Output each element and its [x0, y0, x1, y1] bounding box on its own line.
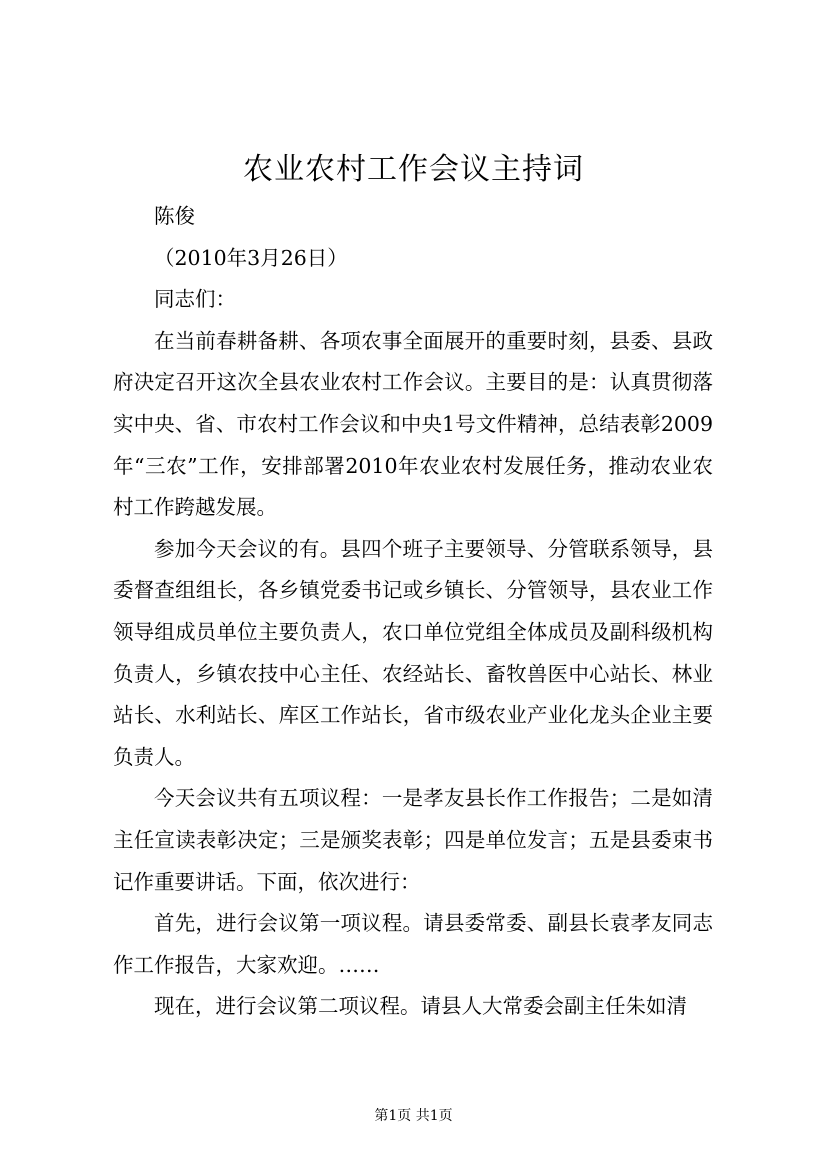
document-title: 农业农村工作会议主持词: [243, 152, 584, 187]
date-line: （2010年3月26日）: [154, 245, 348, 270]
salutation-line: 同志们：: [154, 287, 236, 312]
author-line: 陈俊: [154, 204, 195, 228]
paragraph: 现在，进行会议第二项议程。请县人大常委会副主任朱如清: [154, 994, 687, 1019]
paragraph: 首先，进行会议第一项议程。请县委常委、副县长袁孝友同志作工作报告，大家欢迎。……: [113, 911, 713, 977]
page-number-footer: 第1页 共1页: [374, 1108, 453, 1124]
paragraph: 今天会议共有五项议程：一是孝友县长作工作报告；二是如清主任宣读表彰决定；三是颁奖表彰；四是单位发言；五是县委束书记作重要讲话。下面，依次进行：: [113, 786, 713, 894]
paragraph: 在当前春耕备耕、各项农事全面展开的重要时刻，县委、县政府决定召开这次全县农业农村工作会议。主要目的是：认真贯彻落实中央、省、市农村工作会议和中央1号文件精神，总结表彰2009年“三农”工作，安排部署2010年农业农村发展任务，推动农业农村工作跨越发展。: [113, 328, 713, 520]
document-body: [113, 196, 713, 1028]
paragraph: 参加今天会议的有。县四个班子主要领导、分管联系领导，县委督查组组长，各乡镇党委书记或乡镇长、分管领导，县农业工作领导组成员单位主要负责人，农口单位党组全体成员及副科级机构负责人，乡镇农技中心主任、农经站长、畜牧兽医中心站长、林业站长、水利站长、库区工作站长，省市级农业产业化龙头企业主要负责人。: [113, 536, 713, 769]
